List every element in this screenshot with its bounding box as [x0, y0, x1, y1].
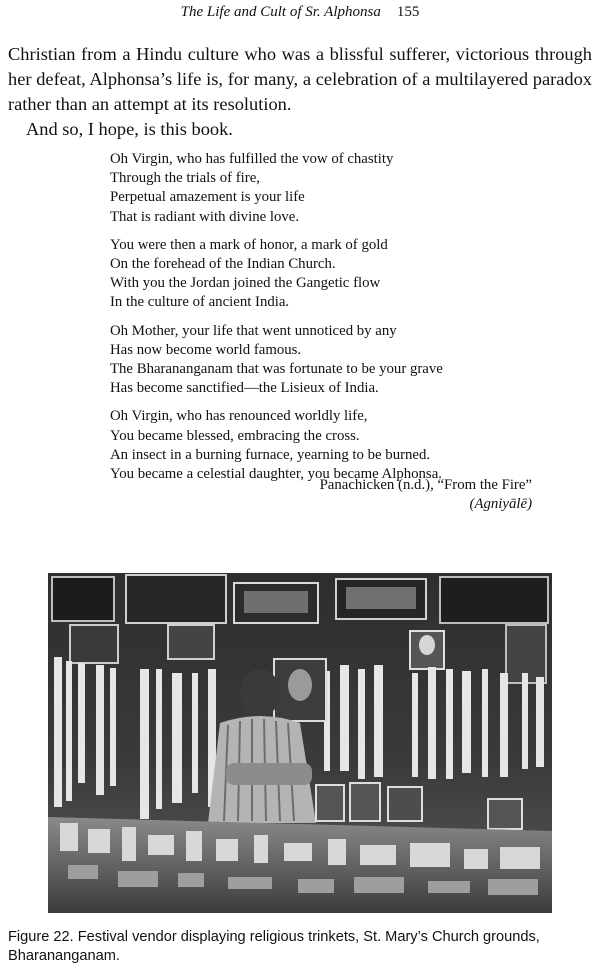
- poem-line: An insect in a burning furnace, yearning to be burned.: [110, 446, 431, 463]
- poem-line: In the culture of ancient India.: [110, 294, 290, 311]
- photograph-festival-vendor-stall-icon: [48, 573, 552, 913]
- poem-line: The Bharananganam that was fortunate to be your grave: [110, 361, 443, 378]
- poem-line: Through the trials of fire,: [110, 170, 260, 187]
- poem-line: You were then a mark of honor, a mark of gold: [110, 236, 388, 253]
- poem-line: Oh Virgin, who has fulfilled the vow of chastity: [110, 151, 394, 167]
- poem-stanza: [110, 150, 550, 227]
- poem-line: On the forehead of the Indian Church.: [110, 256, 336, 273]
- figure-photograph: [48, 573, 552, 913]
- poem-line: That is radiant with divine love.: [110, 208, 300, 225]
- poem-stanza: [110, 407, 550, 484]
- poem-line: Perpetual amazement is your life: [110, 189, 305, 206]
- running-head: [0, 4, 600, 21]
- poem-line: Oh Virgin, who has renounced worldly life,: [110, 408, 368, 425]
- poem-line: Has now become world famous.: [110, 341, 302, 358]
- poem-block: [110, 150, 550, 493]
- paragraph: Christian from a Hindu culture who was a blissful sufferer, victorious through her defeat, Alphonsa’s life is, for many, a celebration of a multilayered paradox rather than an attempt at its resolution.: [8, 44, 592, 114]
- body-text: [8, 42, 592, 142]
- poem-attribution: [0, 476, 532, 514]
- poem-line: Oh Mother, your life that went unnoticed by any: [110, 322, 397, 339]
- poem-line: Has become sanctified—the Lisieux of India.: [110, 380, 379, 397]
- poem-stanza: [110, 322, 550, 399]
- attribution-source: Panachicken (n.d.), “From the Fire”: [319, 477, 532, 493]
- attribution-original-title: (Agniyālē): [469, 496, 532, 513]
- poem-stanza: [110, 236, 550, 313]
- poem-line: With you the Jordan joined the Gangetic flow: [110, 275, 381, 292]
- poem-line: You became blessed, embracing the cross.: [110, 427, 360, 444]
- paragraph: And so, I hope, is this book.: [26, 119, 233, 139]
- figure-caption: Figure 22. Festival vendor displaying religious trinkets, St. Mary’s Church grounds, Bharananganam.: [8, 929, 540, 964]
- page-number: 155: [396, 4, 420, 20]
- running-title: The Life and Cult of Sr. Alphonsa: [180, 4, 381, 20]
- poem-line: You became a celestial daughter, you became Alphonsa.: [110, 466, 442, 483]
